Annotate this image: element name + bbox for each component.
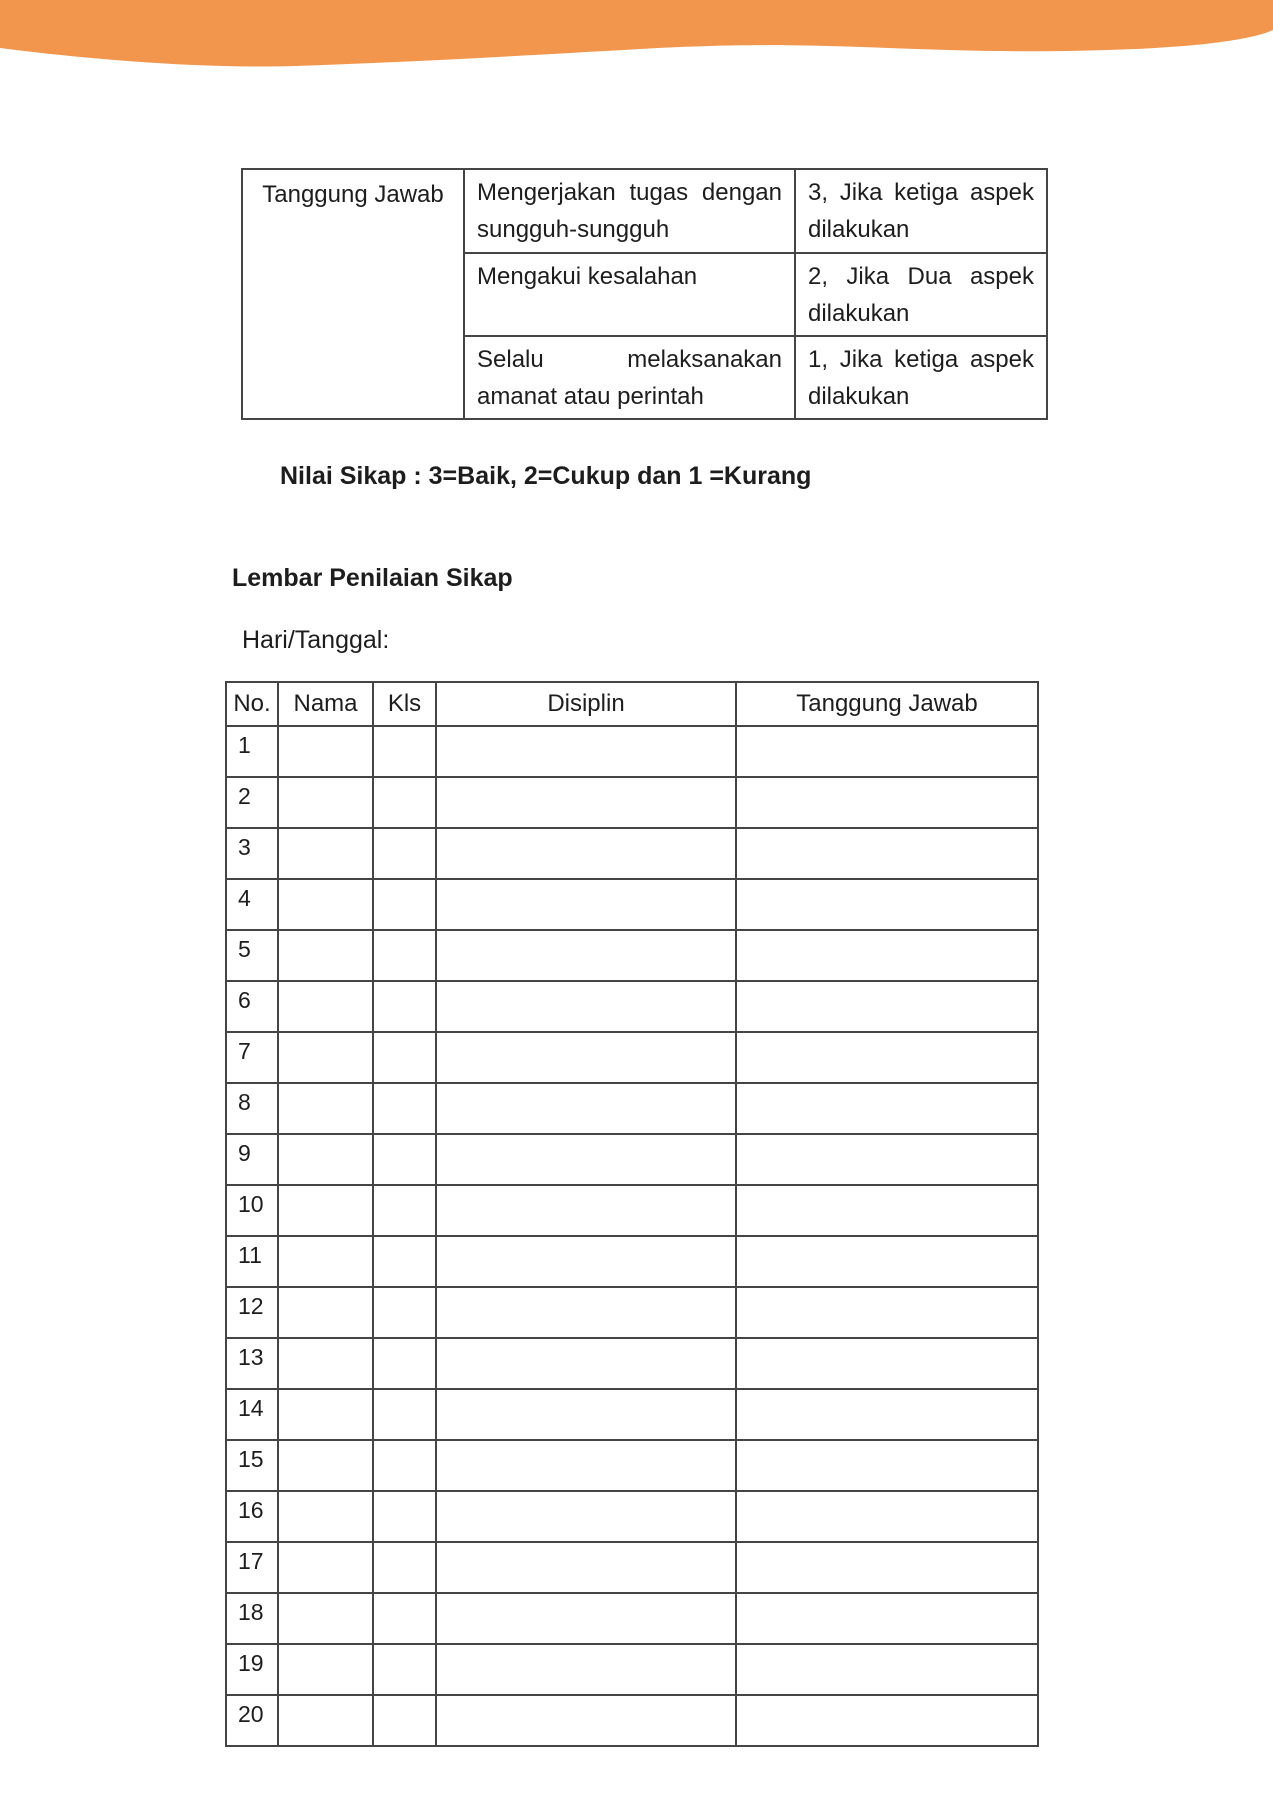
nama-cell: [278, 1695, 373, 1746]
table-row: [226, 726, 1038, 777]
nama-cell: [278, 1083, 373, 1134]
text-line: 3, Jika ketiga aspek: [808, 179, 1034, 206]
disiplin-cell: [436, 1644, 736, 1695]
text-line: Mengerjakan tugas dengan: [477, 179, 782, 206]
tanggung-jawab-cell: [736, 1236, 1038, 1287]
nama-cell: [278, 1134, 373, 1185]
criteria-table: [241, 168, 1048, 420]
tanggung-jawab-cell: [736, 1083, 1038, 1134]
row-number-cell: 17: [226, 1542, 278, 1593]
nama-cell: [278, 1185, 373, 1236]
kls-cell: [373, 777, 436, 828]
tanggung-jawab-cell: [736, 1134, 1038, 1185]
kls-cell: [373, 1185, 436, 1236]
table-row: [226, 981, 1038, 1032]
row-number-cell: 6: [226, 981, 278, 1032]
row-number-cell: 10: [226, 1185, 278, 1236]
kls-cell: [373, 1134, 436, 1185]
row-number-cell: 11: [226, 1236, 278, 1287]
nama-cell: [278, 1287, 373, 1338]
kls-cell: [373, 1287, 436, 1338]
text-line: 1, Jika ketiga aspek: [808, 346, 1034, 373]
kls-cell: [373, 828, 436, 879]
disiplin-cell: [436, 1695, 736, 1746]
table-row: [226, 777, 1038, 828]
text-line: sungguh-sungguh: [477, 216, 670, 243]
disiplin-cell: [436, 777, 736, 828]
tanggung-jawab-cell: [736, 777, 1038, 828]
kls-cell: [373, 981, 436, 1032]
table-row: [226, 930, 1038, 981]
row-number-cell: 9: [226, 1134, 278, 1185]
table-row: [226, 1491, 1038, 1542]
col-header-no: No.: [226, 682, 278, 726]
row-number-cell: 1: [226, 726, 278, 777]
table-row: [226, 1695, 1038, 1746]
disiplin-cell: [436, 1236, 736, 1287]
row-number-cell: 7: [226, 1032, 278, 1083]
row-number-cell: 4: [226, 879, 278, 930]
nama-cell: [278, 981, 373, 1032]
col-header-nama: Nama: [278, 682, 373, 726]
table-row: [226, 1440, 1038, 1491]
table-row: [226, 1236, 1038, 1287]
kls-cell: [373, 879, 436, 930]
row-number-cell: 19: [226, 1644, 278, 1695]
date-label: Hari/Tanggal:: [242, 626, 390, 654]
text-line: dilakukan: [808, 216, 910, 243]
kls-cell: [373, 1440, 436, 1491]
tanggung-jawab-cell: [736, 726, 1038, 777]
indicator-cell: [464, 253, 795, 336]
tanggung-jawab-cell: [736, 1644, 1038, 1695]
disiplin-cell: [436, 1542, 736, 1593]
kls-cell: [373, 1542, 436, 1593]
col-header-tanggung-jawab: Tanggung Jawab: [736, 682, 1038, 726]
disiplin-cell: [436, 981, 736, 1032]
tanggung-jawab-cell: [736, 1389, 1038, 1440]
nama-cell: [278, 1644, 373, 1695]
tanggung-jawab-cell: [736, 1593, 1038, 1644]
score-legend: Nilai Sikap : 3=Baik, 2=Cukup dan 1 =Kurang: [280, 462, 812, 490]
disiplin-cell: [436, 1440, 736, 1491]
row-number-cell: 3: [226, 828, 278, 879]
kls-cell: [373, 1236, 436, 1287]
nama-cell: [278, 879, 373, 930]
tanggung-jawab-cell: [736, 1032, 1038, 1083]
text-line: dilakukan: [808, 383, 910, 410]
assessment-header-row: [226, 682, 1038, 726]
tanggung-jawab-cell: [736, 981, 1038, 1032]
kls-cell: [373, 1083, 436, 1134]
tanggung-jawab-cell: [736, 1287, 1038, 1338]
disiplin-cell: [436, 1134, 736, 1185]
disiplin-cell: [436, 828, 736, 879]
row-number-cell: 12: [226, 1287, 278, 1338]
kls-cell: [373, 1338, 436, 1389]
criteria-row: [242, 169, 1047, 253]
nama-cell: [278, 930, 373, 981]
score-cell: [795, 253, 1047, 336]
indicator-cell: [464, 336, 795, 419]
tanggung-jawab-cell: [736, 1185, 1038, 1236]
kls-cell: [373, 1695, 436, 1746]
aspect-label-cell: Tanggung Jawab: [242, 169, 464, 419]
tanggung-jawab-cell: [736, 879, 1038, 930]
col-header-disiplin: Disiplin: [436, 682, 736, 726]
tanggung-jawab-cell: [736, 1338, 1038, 1389]
nama-cell: [278, 1338, 373, 1389]
table-row: [226, 828, 1038, 879]
nama-cell: [278, 1389, 373, 1440]
row-number-cell: 8: [226, 1083, 278, 1134]
text-line: amanat atau perintah: [477, 383, 704, 410]
disiplin-cell: [436, 1593, 736, 1644]
disiplin-cell: [436, 1338, 736, 1389]
kls-cell: [373, 1389, 436, 1440]
table-row: [226, 1593, 1038, 1644]
nama-cell: [278, 1593, 373, 1644]
table-row: [226, 1644, 1038, 1695]
indicator-cell: [464, 169, 795, 253]
col-header-kls: Kls: [373, 682, 436, 726]
nama-cell: [278, 1542, 373, 1593]
nama-cell: [278, 1032, 373, 1083]
disiplin-cell: [436, 930, 736, 981]
disiplin-cell: [436, 1032, 736, 1083]
table-row: [226, 1542, 1038, 1593]
table-row: [226, 1185, 1038, 1236]
nama-cell: [278, 777, 373, 828]
row-number-cell: 16: [226, 1491, 278, 1542]
row-number-cell: 14: [226, 1389, 278, 1440]
row-number-cell: 18: [226, 1593, 278, 1644]
nama-cell: [278, 1491, 373, 1542]
wave-shape: [0, 0, 1273, 67]
section-title: Lembar Penilaian Sikap: [232, 564, 513, 592]
kls-cell: [373, 1644, 436, 1695]
text-line: dilakukan: [808, 300, 910, 327]
nama-cell: [278, 726, 373, 777]
kls-cell: [373, 726, 436, 777]
table-row: [226, 1287, 1038, 1338]
disiplin-cell: [436, 726, 736, 777]
score-cell: [795, 336, 1047, 419]
tanggung-jawab-cell: [736, 930, 1038, 981]
disiplin-cell: [436, 1287, 736, 1338]
kls-cell: [373, 1593, 436, 1644]
disiplin-cell: [436, 1389, 736, 1440]
row-number-cell: 20: [226, 1695, 278, 1746]
row-number-cell: 15: [226, 1440, 278, 1491]
disiplin-cell: [436, 1491, 736, 1542]
text-line: Selalu melaksanakan: [477, 346, 782, 373]
row-number-cell: 13: [226, 1338, 278, 1389]
table-row: [226, 1134, 1038, 1185]
nama-cell: [278, 1236, 373, 1287]
table-row: [226, 1083, 1038, 1134]
text-line: 2, Jika Dua aspek: [808, 263, 1034, 290]
table-row: [226, 1338, 1038, 1389]
table-row: [226, 879, 1038, 930]
row-number-cell: 2: [226, 777, 278, 828]
tanggung-jawab-cell: [736, 1440, 1038, 1491]
nama-cell: [278, 828, 373, 879]
header-wave-decoration: [0, 0, 1273, 80]
table-row: [226, 1032, 1038, 1083]
kls-cell: [373, 930, 436, 981]
assessment-table: [225, 681, 1039, 1747]
disiplin-cell: [436, 879, 736, 930]
score-cell: [795, 169, 1047, 253]
text-line: Mengakui kesalahan: [477, 263, 698, 290]
disiplin-cell: [436, 1185, 736, 1236]
tanggung-jawab-cell: [736, 1491, 1038, 1542]
table-row: [226, 1389, 1038, 1440]
kls-cell: [373, 1032, 436, 1083]
tanggung-jawab-cell: [736, 828, 1038, 879]
tanggung-jawab-cell: [736, 1542, 1038, 1593]
nama-cell: [278, 1440, 373, 1491]
tanggung-jawab-cell: [736, 1695, 1038, 1746]
disiplin-cell: [436, 1083, 736, 1134]
kls-cell: [373, 1491, 436, 1542]
row-number-cell: 5: [226, 930, 278, 981]
